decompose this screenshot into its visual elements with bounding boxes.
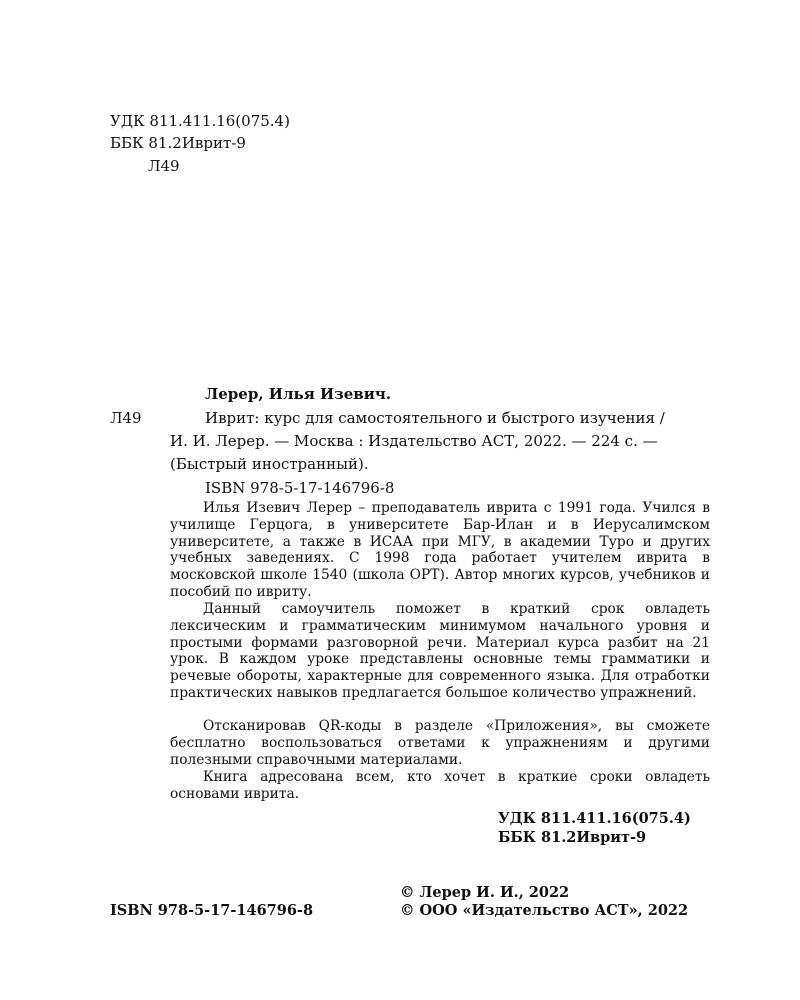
- udk-bottom: УДК 811.411.16(075.4): [498, 810, 691, 827]
- bbk-top: ББК 81.2Иврит-9: [110, 134, 246, 152]
- udk-top: УДК 811.411.16(075.4): [110, 112, 290, 130]
- copyright-publisher: © ООО «Издательство АСТ», 2022: [400, 902, 689, 919]
- annotation-paragraph-2: Данный самоучитель поможет в краткий срок овладеть лексическим и грамматическим минимумом начального уровня и простыми формами разговорной речи. Материал курса разбит на 21 урок. В каждом уроке представлены основные темы грамматики и речевые обороты, характерные для современного языка. Для отработки практических навыков предлагается большое количество упражнений.: [170, 601, 710, 701]
- annotation-paragraph-3: Отсканировав QR-коды в разделе «Приложения», вы сможете бесплатно воспользоваться ответами к упражнениям и другими полезными справочными материалами.: [170, 718, 710, 768]
- author-name: Лерер, Илья Изевич.: [205, 385, 392, 403]
- title-line-2: И. И. Лерер. — Москва : Издательство АСТ, 2022. — 224 с. —: [170, 432, 658, 450]
- copyright-author: © Лерер И. И., 2022: [400, 884, 570, 901]
- isbn-footer: ISBN 978-5-17-146796-8: [110, 902, 314, 919]
- bbk-bottom: ББК 81.2Иврит-9: [498, 829, 647, 846]
- title-line-1: Иврит: курс для самостоятельного и быстрого изучения /: [205, 409, 665, 427]
- author-mark-top: Л49: [148, 157, 180, 175]
- author-mark-record: Л49: [110, 409, 142, 427]
- annotation-paragraph-1: Илья Изевич Лерер – преподаватель иврита с 1991 года. Учился в училище Герцога, в университете Бар-Илан и в Иерусалимском университете, а также в ИСАА при МГУ, в академии Туро и других учебных заведениях. С 1998 года работает учителем иврита в московской школе 1540 (школа ОРТ). Автор многих курсов, учебников и пособий по ивриту.: [170, 500, 710, 600]
- title-line-3: (Быстрый иностранный).: [170, 455, 369, 473]
- annotation-paragraph-4: Книга адресована всем, кто хочет в краткие сроки овладеть основами иврита.: [170, 769, 710, 802]
- isbn-record: ISBN 978-5-17-146796-8: [205, 479, 395, 497]
